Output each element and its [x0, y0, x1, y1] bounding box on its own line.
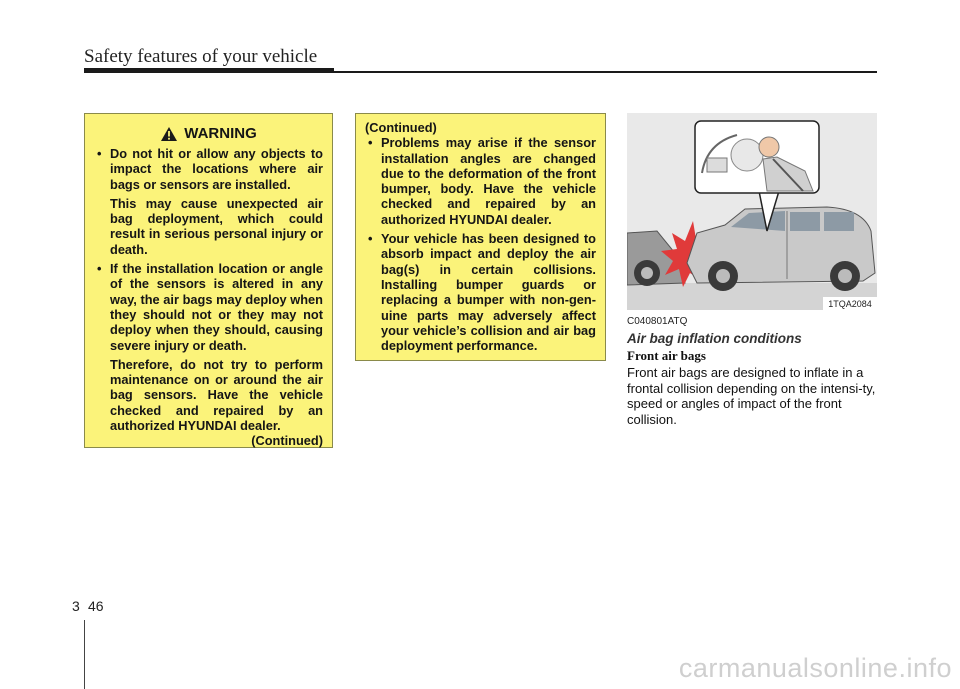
continued-bullet-1: • Problems may arise if the sensor installation angles are changed due to the deformation of the front bumper, body. Have the vehicle checked and repaired by an authorized HYUNDAI dealer.	[365, 135, 596, 227]
warning-heading-text: WARNING	[184, 125, 257, 143]
continued-warning-box	[355, 113, 606, 361]
warning-bullet-2: • If the installation location or angle of the sensors is altered in any way, the air bags may deploy when they should not or they may not deploy when they should, causing severe injury or death.	[94, 261, 323, 353]
page-number: 46	[88, 598, 104, 614]
section-subtitle: Front air bags	[627, 348, 706, 363]
watermark: carmanualsonline.info	[678, 653, 952, 683]
header-rule-thin	[84, 71, 877, 73]
warning-triangle-icon	[160, 126, 178, 142]
warning-paragraph-2: Therefore, do not try to perform maintenance on or around the air bag sensors. Have the vehicle checked and repaired by an authorized HYUNDAI dealer.	[110, 356, 323, 434]
airbag-collision-illustration	[627, 113, 877, 310]
section-code: C040801ATQ	[627, 316, 688, 327]
warning-paragraph-1: This may cause unexpected air bag deployment, which could result in serious personal injury or death.	[110, 195, 323, 257]
illustration-label: 1TQA2084	[828, 299, 872, 309]
warning-heading	[94, 126, 323, 142]
continued-bullet-2: • Your vehicle has been designed to absorb impact and deploy the air bag(s) in certain collisions. Installing bumper guards or replacing a bumper with non-gen-uine parts may adversely affect your vehicle’s collision and air bag deployment performance.	[365, 231, 596, 353]
warning-continued-label: (Continued)	[251, 433, 323, 449]
warning-bullet-1: • Do not hit or allow any objects to impact the locations where air bags or sensors are installed.	[94, 146, 323, 192]
warning-box	[84, 113, 333, 448]
continued-heading: (Continued)	[365, 120, 437, 135]
page-chapter-number: 3	[72, 598, 80, 614]
section-body: Front air bags are designed to inflate in a frontal collision depending on the intensi-ty, speed or angles of impact of the front collision.	[627, 365, 876, 427]
footer-rule	[84, 620, 85, 689]
page-header-title: Safety features of your vehicle	[84, 46, 318, 67]
section-title: Air bag inflation conditions	[627, 331, 802, 346]
